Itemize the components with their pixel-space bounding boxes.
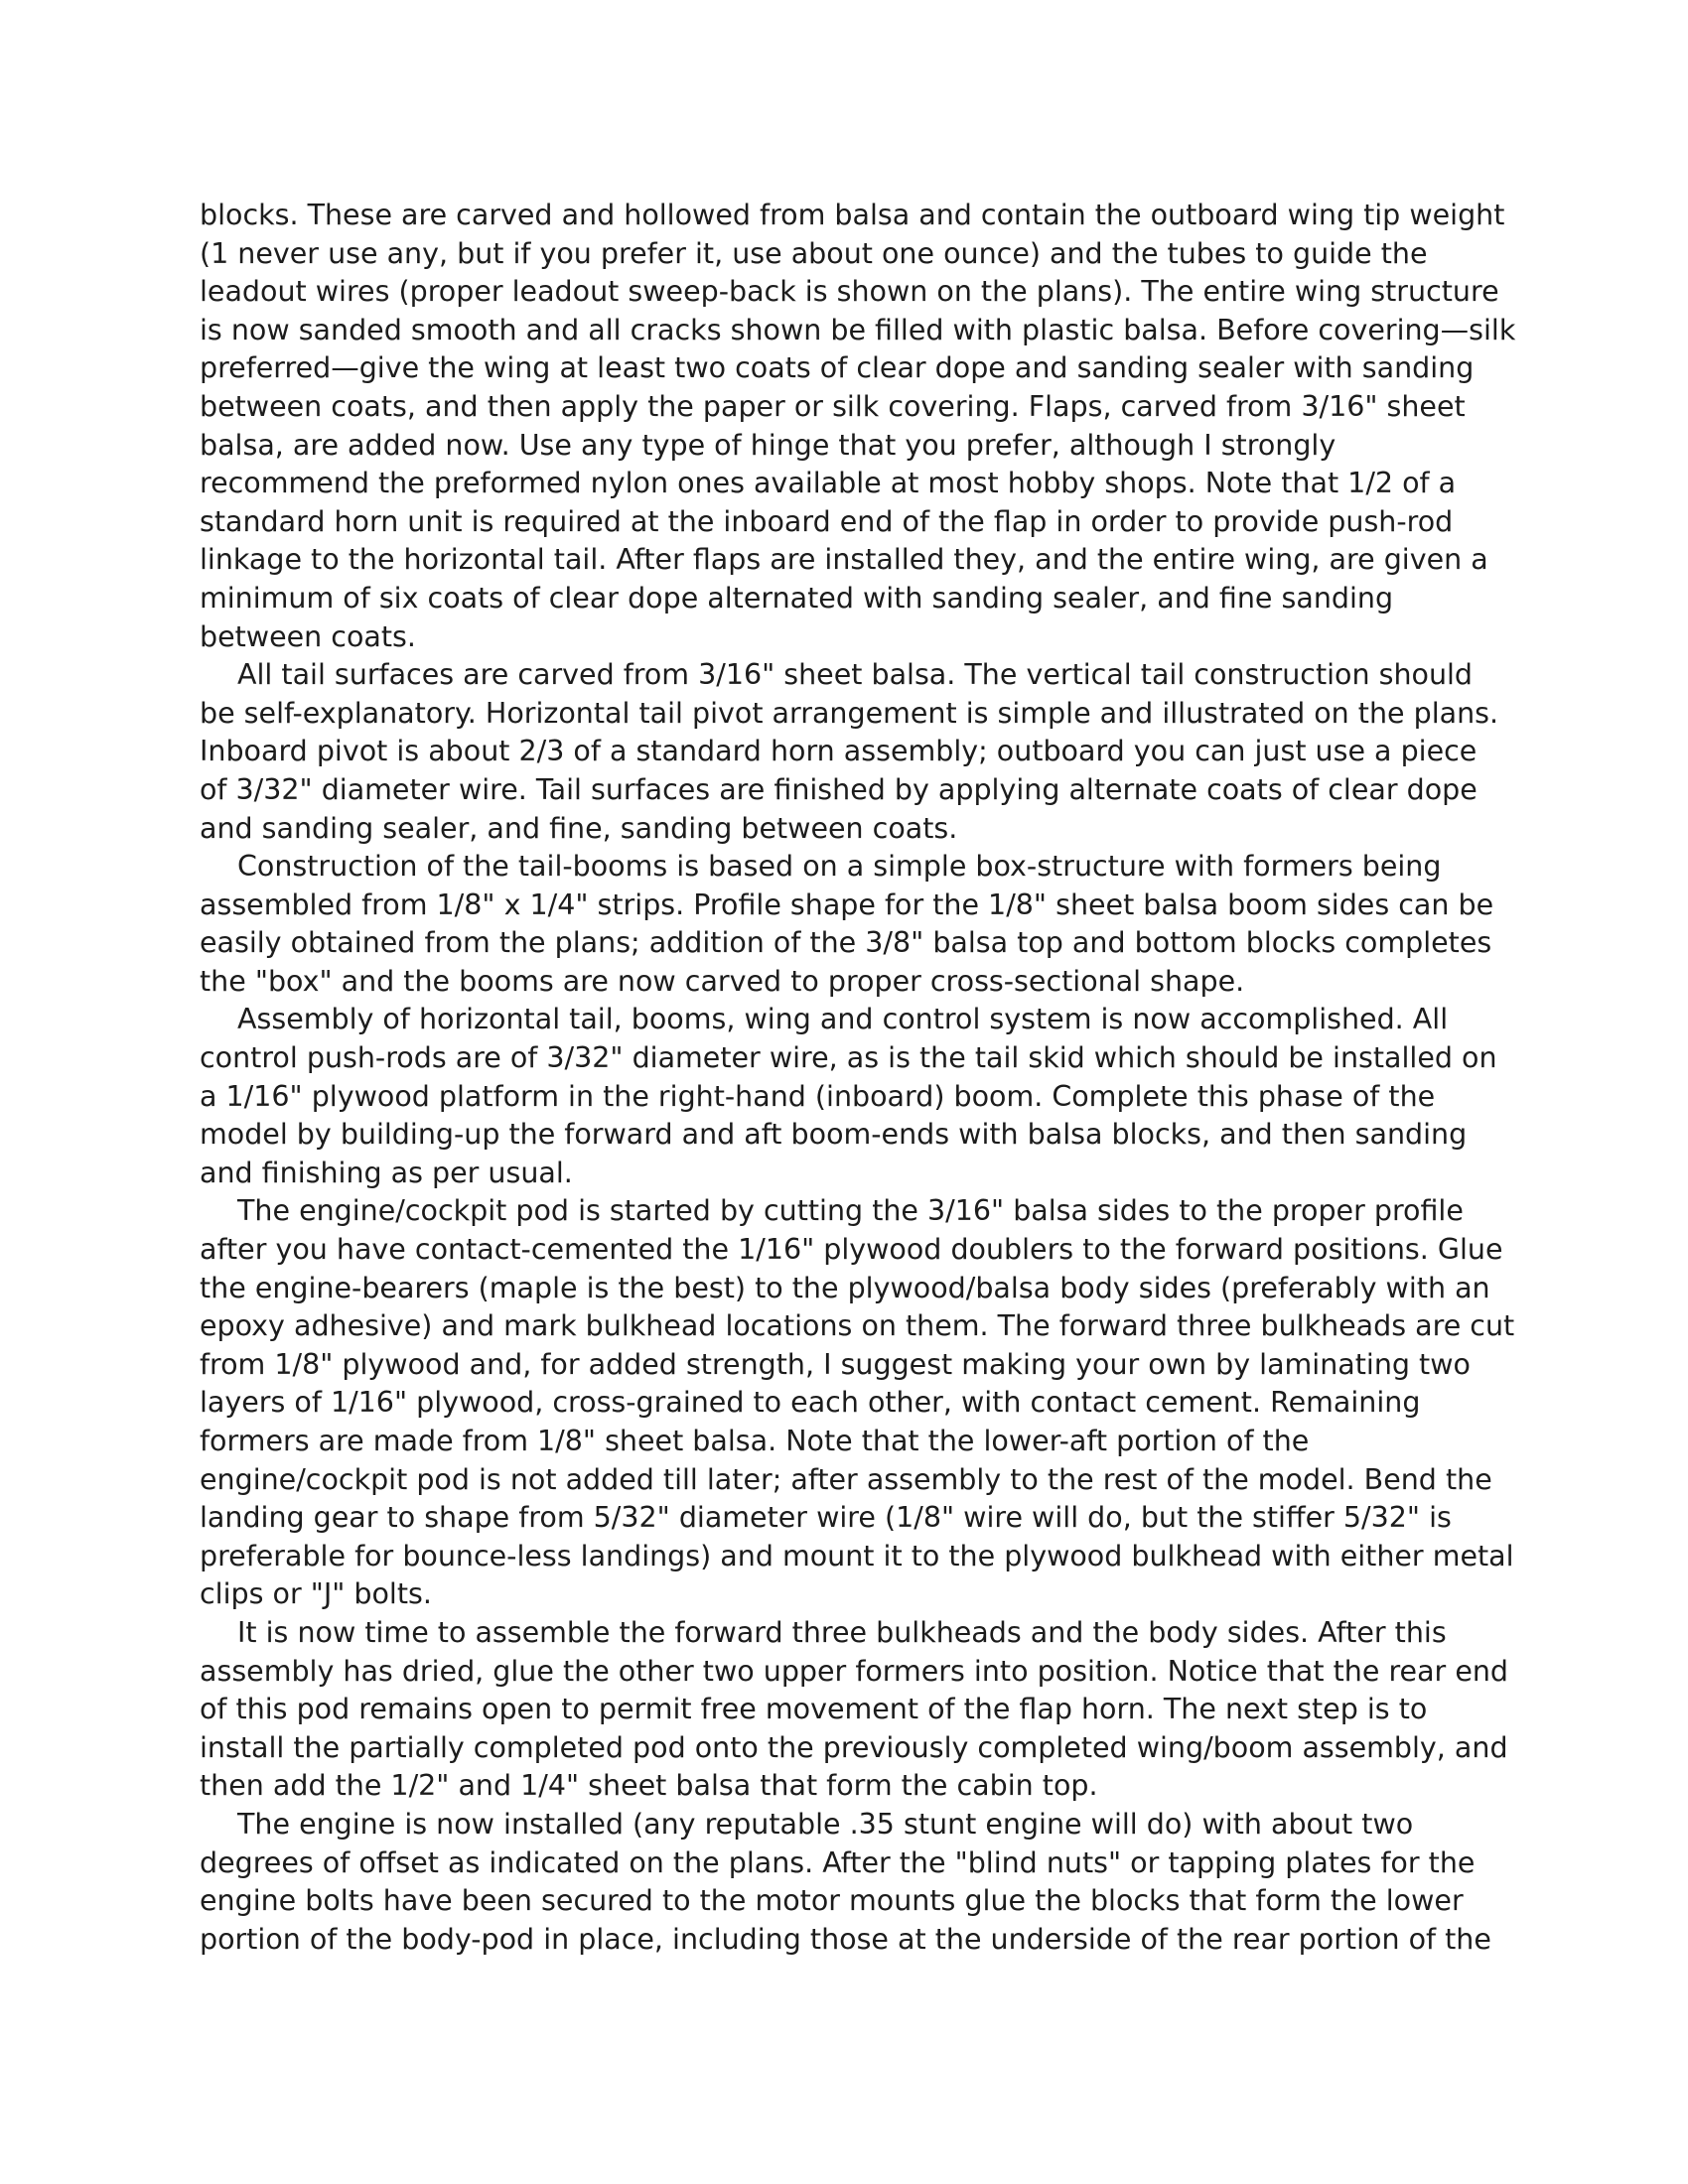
text-line: after you have contact-cemented the 1/16" plywood doublers to the forward positions. Glue <box>200 1233 1503 1267</box>
text-line: and finishing as per usual. <box>200 1156 573 1189</box>
text-line: between coats. <box>200 619 416 653</box>
paragraph-first-line: Assembly of horizontal tail, booms, wing and control system is now accomplished. All <box>237 1003 1449 1036</box>
body-text <box>200 197 1516 1959</box>
text-line: preferable for bounce-less landings) and mount it to the plywood bulkhead with either metal <box>200 1539 1514 1572</box>
text-line: a 1/16" plywood platform in the right-hand (inboard) boom. Complete this phase of the <box>200 1079 1436 1113</box>
text-line: is now sanded smooth and all cracks shown be filled with plastic balsa. Before covering—silk <box>200 313 1516 346</box>
text-line: layers of 1/16" plywood, cross-grained to each other, with contact cement. Remaining <box>200 1386 1421 1420</box>
text-line: then add the 1/2" and 1/4" sheet balsa that form the cabin top. <box>200 1769 1098 1803</box>
text-line: between coats, and then apply the paper or silk covering. Flaps, carved from 3/16" sheet <box>200 389 1466 423</box>
text-line: easily obtained from the plans; addition of the 3/8" balsa top and bottom blocks completes <box>200 926 1492 960</box>
text-line: blocks. These are carved and hollowed from balsa and contain the outboard wing tip weight <box>200 199 1505 231</box>
text-line: standard horn unit is required at the inboard end of the flap in order to provide push-rod <box>200 504 1454 538</box>
text-line: install the partially completed pod onto the previously completed wing/boom assembly, and <box>200 1730 1508 1764</box>
text-line: of this pod remains open to permit free movement of the flap horn. The next step is to <box>200 1693 1428 1726</box>
text-line: the "box" and the booms are now carved to proper cross-sectional shape. <box>200 964 1245 998</box>
text-line: preferred—give the wing at least two coats of clear dope and sanding sealer with sanding <box>200 351 1475 385</box>
text-line: be self-explanatory. Horizontal tail pivot arrangement is simple and illustrated on the plans. <box>200 696 1499 730</box>
text-line: clips or "J" bolts. <box>200 1577 432 1611</box>
text-line: leadout wires (proper leadout sweep-back is shown on the plans). The entire wing structure <box>200 275 1499 309</box>
text-line: degrees of offset as indicated on the plans. After the "blind nuts" or tapping plates for the <box>200 1845 1476 1879</box>
text-line: balsa, are added now. Use any type of hinge that you prefer, although I strongly <box>200 428 1336 462</box>
text-line: Inboard pivot is about 2/3 of a standard horn assembly; outboard you can just use a piece <box>200 735 1477 768</box>
paragraph-first-line: All tail surfaces are carved from 3/16" sheet balsa. The vertical tail construction should <box>237 658 1474 692</box>
text-line: engine/cockpit pod is not added till later; after assembly to the rest of the model. Bend the <box>200 1462 1492 1496</box>
text-line: assembly has dried, glue the other two upper formers into position. Notice that the rear end <box>200 1654 1509 1688</box>
text-line: recommend the preformed nylon ones available at most hobby shops. Note that 1/2 of a <box>200 467 1457 500</box>
paragraph-first-line: The engine/cockpit pod is started by cutting the 3/16" balsa sides to the proper profile <box>237 1194 1464 1228</box>
text-line: linkage to the horizontal tail. After flaps are installed they, and the entire wing, are given a <box>200 543 1488 577</box>
text-line: assembled from 1/8" x 1/4" strips. Profile shape for the 1/8" sheet balsa boom sides can be <box>200 887 1494 921</box>
text-line: epoxy adhesive) and mark bulkhead locations on them. The forward three bulkheads are cut <box>200 1309 1515 1343</box>
text-line: control push-rods are of 3/32" diameter wire, as is the tail skid which should be installed on <box>200 1041 1497 1075</box>
text-line: minimum of six coats of clear dope alternated with sanding sealer, and fine sanding <box>200 581 1394 614</box>
text-line: from 1/8" plywood and, for added strength, I suggest making your own by laminating two <box>200 1347 1471 1381</box>
text-line: the engine-bearers (maple is the best) to the plywood/balsa body sides (preferably with an <box>200 1271 1490 1304</box>
paragraph-first-line: It is now time to assemble the forward three bulkheads and the body sides. After this <box>237 1615 1447 1649</box>
paragraph-first-line: The engine is now installed (any reputable .35 stunt engine will do) with about two <box>237 1807 1414 1841</box>
text-line: and sanding sealer, and fine, sanding between coats. <box>200 811 958 845</box>
text-line: portion of the body-pod in place, including those at the underside of the rear portion of the <box>200 1922 1491 1956</box>
text-line: engine bolts have been secured to the motor mounts glue the blocks that form the lower <box>200 1884 1464 1918</box>
text-line: (1 never use any, but if you prefer it, use about one ounce) and the tubes to guide the <box>200 236 1428 270</box>
text-line: of 3/32" diameter wire. Tail surfaces are finished by applying alternate coats of clear dope <box>200 772 1477 806</box>
text-line: model by building-up the forward and aft boom-ends with balsa blocks, and then sanding <box>200 1118 1468 1152</box>
text-line: landing gear to shape from 5/32" diameter wire (1/8" wire will do, but the stiffer 5/32" is <box>200 1501 1452 1535</box>
paragraph-first-line: Construction of the tail-booms is based on a simple box-structure with formers being <box>237 850 1442 884</box>
text-line: formers are made from 1/8" sheet balsa. Note that the lower-aft portion of the <box>200 1425 1310 1457</box>
